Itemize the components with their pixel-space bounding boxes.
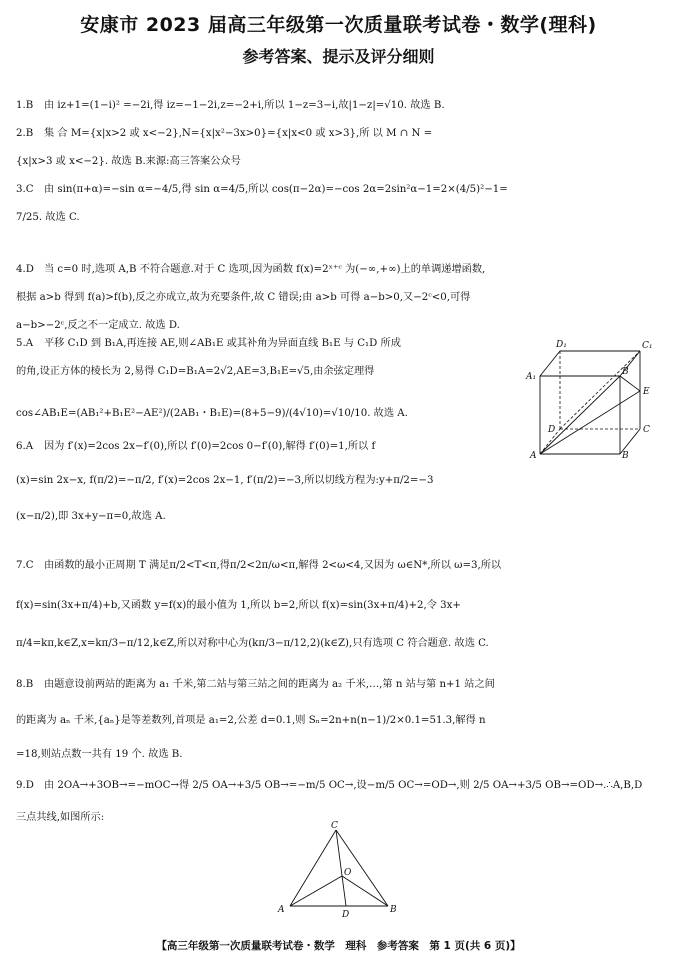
page-footer: 【高三年级第一次质量联考试卷・数学 理科 参考答案 第 1 页(共 6 页)】 <box>156 940 521 952</box>
answer-line: (x)=sin 2x−x, f(π/2)=−π/2, f′(x)=2cos 2x−1, f′(π/2)=−3,所以切线方程为:y+π/2=−3 <box>16 475 434 486</box>
answer-line: (x−π/2),即 3x+y−π=0,故选 A. <box>16 511 166 522</box>
answer-line: 9.D 由 2OA→+3OB→=−mOC→得 2/5 OA→+3/5 OB→=−m/5 OC→,设−m/5 OC→=OD→,则 2/5 OA→+3/5 OB→=OD→.∴A,B,D <box>16 772 656 800</box>
vertex-label: E <box>643 387 650 397</box>
question-number: 1.B <box>16 100 34 111</box>
answer-line: 5.A 平移 C₁D 到 B₁A,再连接 AE,则∠AB₁E 或其补角为异面直线 B₁E 与 C₁D 所成 <box>16 330 536 358</box>
answer-line: 7/25. 故选 C. <box>16 212 80 223</box>
answer-line: =18,则站点数一共有 19 个. 故选 B. <box>16 749 183 760</box>
answer-line: 4.D 当 c=0 时,选项 A,B 不符合题意.对于 C 选项,因为函数 f(x)=2ˣ⁺ᶜ 为(−∞,+∞)上的单调递增函数, <box>16 256 656 284</box>
vertex-label: B <box>390 905 397 915</box>
question-number: 5.A <box>16 338 34 349</box>
vertex-label: A₁ <box>526 372 537 382</box>
question-number: 3.C <box>16 184 34 195</box>
answer-line: cos∠AB₁E=(AB₁²+B₁E²−AE²)/(2AB₁・B₁E)=(8+5−9)/(4√10)=√10/10. 故选 A. <box>16 408 408 419</box>
question-number: 9.D <box>16 780 34 791</box>
question-8 <box>16 671 656 769</box>
answer-line: 2.B 集 合 M={x|x>2 或 x<−2},N={x|x²−3x>0}={x|x<0 或 x>3},所 以 M ∩ N = <box>16 120 656 148</box>
answer-line: f(x)=sin(3x+π/4)+b,又函数 y=f(x)的最小值为 1,所以 b=2,所以 f(x)=sin(3x+π/4)+2,令 3x+ <box>16 600 461 611</box>
vertex-label: B <box>622 451 629 460</box>
triangle-figure <box>276 820 406 918</box>
answer-line: 的角,设正方体的棱长为 2,易得 C₁D=B₁A=2√2,AE=3,B₁E=√5,由余弦定理得 <box>16 366 375 377</box>
answer-line: 7.C 由函数的最小正周期 T 满足π/2<T<π,得π/2<2π/ω<π,解得 2<ω<4,又因为 ω∈N*,所以 ω=3,所以 <box>16 552 656 580</box>
question-number: 6.A <box>16 441 34 452</box>
page-title: 安康市 2023 届高三年级第一次质量联考试卷・数学(理科) <box>80 14 597 36</box>
answer-line: 三点共线,如图所示: <box>16 812 105 823</box>
question-2 <box>16 120 656 176</box>
question-7 <box>16 552 656 658</box>
vertex-label: D₁ <box>556 340 567 350</box>
answer-line: 根据 a>b 得到 f(a)>f(b),反之亦成立,故为充要条件,故 C 错误;由 a>b 可得 a−b>0,又−2ᶜ<0,可得 <box>16 292 471 303</box>
vertex-label: D <box>342 910 350 918</box>
answer-line: 1.B 由 iz+1=(1−i)² =−2i,得 iz=−1−2i,z=−2+i,所以 1−z=3−i,故|1−z|=√10. 故选 B. <box>16 92 656 120</box>
vertex-label: C <box>643 425 650 435</box>
question-3 <box>16 176 656 232</box>
answer-line: {x|x>3 或 x<−2}. 故选 B.来源:高三答案公众号 <box>16 156 241 167</box>
vertex-label: D <box>548 425 556 435</box>
answer-line: a−b>−2ᶜ,反之不一定成立. 故选 D. <box>16 320 180 331</box>
question-1 <box>16 92 656 120</box>
vertex-label: C₁ <box>642 341 653 351</box>
vertex-label: A <box>278 905 285 915</box>
vertex-label: O <box>344 868 352 878</box>
answer-line: π/4=kπ,k∈Z,x=kπ/3−π/12,k∈Z,所以对称中心为(kπ/3−π/12,2)(k∈Z),只有选项 C 符合题意. 故选 C. <box>16 638 489 649</box>
question-number: 7.C <box>16 560 34 571</box>
page-subtitle: 参考答案、提示及评分细则 <box>242 47 435 66</box>
vertex-label: C <box>331 821 338 831</box>
question-4 <box>16 256 656 340</box>
question-6 <box>16 433 656 531</box>
vertex-label: A <box>530 451 537 460</box>
question-number: 4.D <box>16 264 34 275</box>
question-number: 8.B <box>16 679 34 690</box>
vertex-label: B <box>622 367 629 377</box>
question-number: 2.B <box>16 128 34 139</box>
answer-line: 6.A 因为 f′(x)=2cos 2x−f′(0),所以 f′(0)=2cos 0−f′(0),解得 f′(0)=1,所以 f <box>16 433 656 461</box>
answer-line: 的距离为 aₙ 千米,{aₙ}是等差数列,首项是 a₁=2,公差 d=0.1,则 Sₙ=2n+n(n−1)/2×0.1=51.3,解得 n <box>16 715 486 726</box>
answer-line: 8.B 由题意设前两站的距离为 a₁ 千米,第二站与第三站之间的距离为 a₂ 千米,…,第 n 站与第 n+1 站之间 <box>16 671 656 699</box>
answer-line: 3.C 由 sin(π+α)=−sin α=−4/5,得 sin α=4/5,所以 cos(π−2α)=−cos 2α=2sin²α−1=2×(4/5)²−1= <box>16 176 656 204</box>
